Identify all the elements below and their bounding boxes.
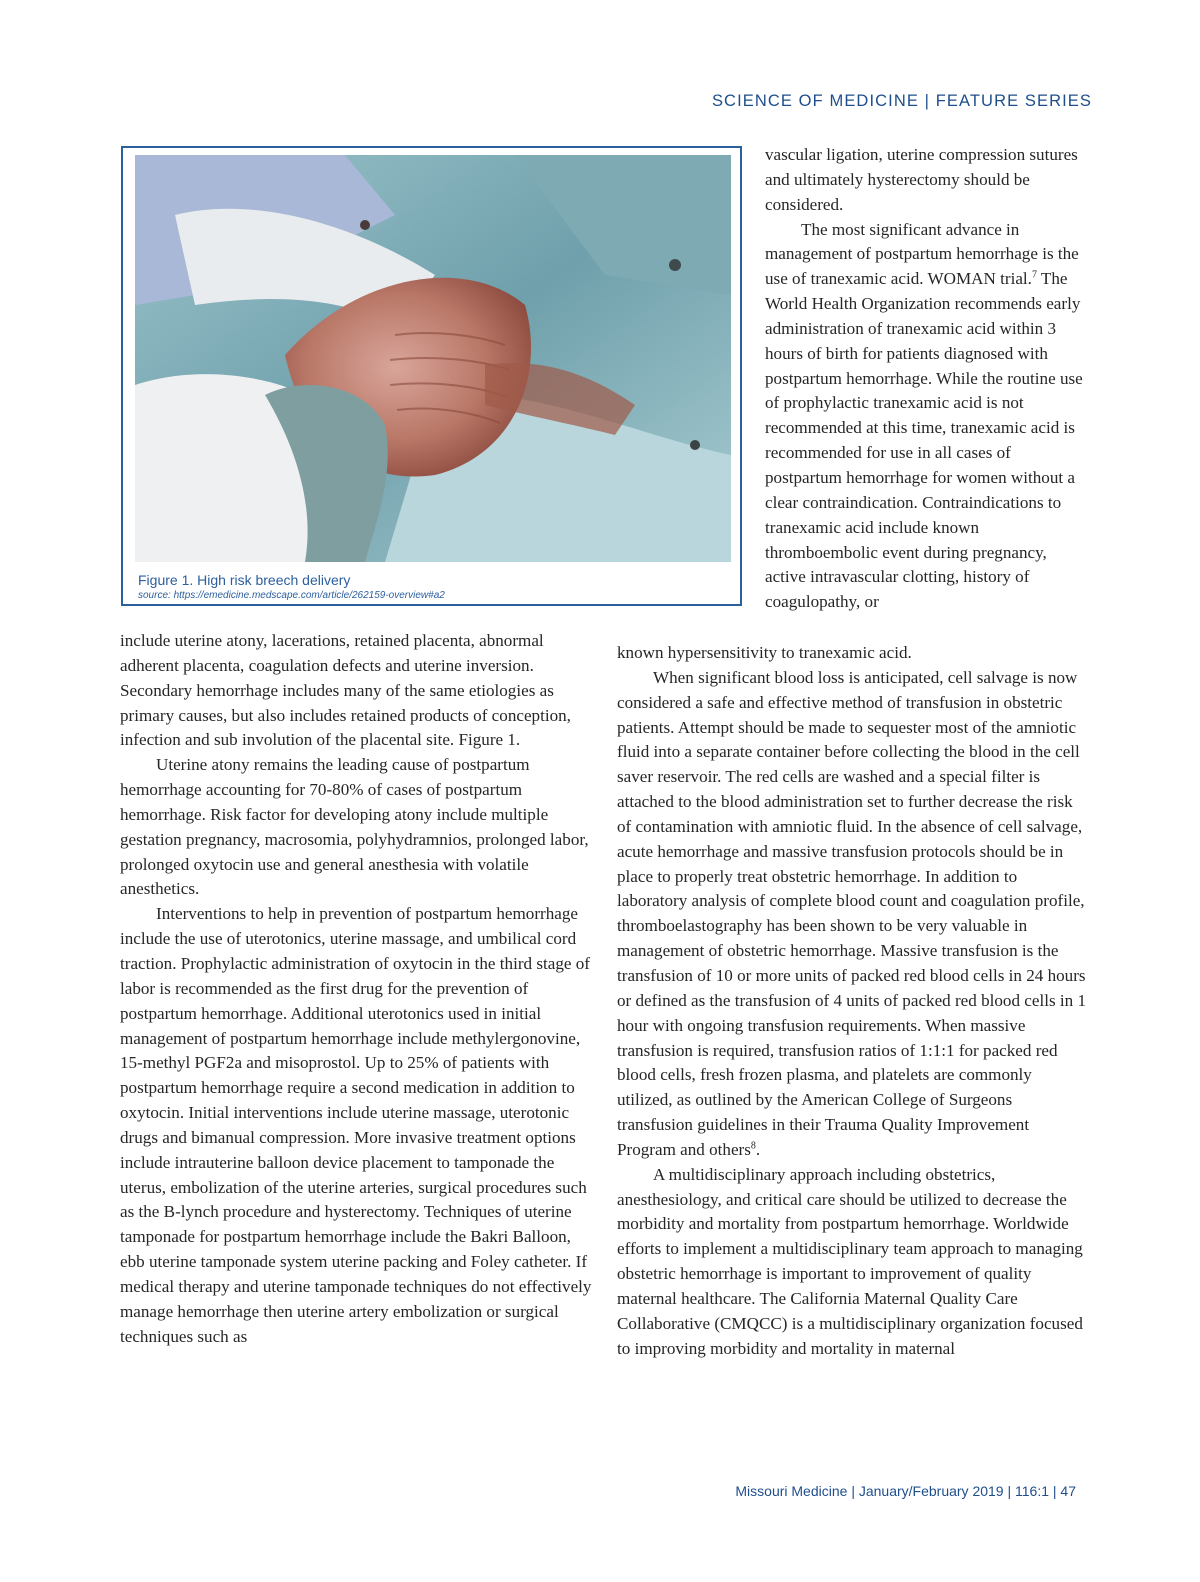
right-column [617,641,1090,1361]
left-paragraph-1: include uterine atony, lacerations, retained placenta, abnormal adherent placenta, coagulation defects and uterine inversion. Secondary hemorrhage includes many of the same etiologies as primary causes, but also includes retained products of conception, infection and sub involution of the placental site. Figure 1. [120,631,571,750]
page-footer: Missouri Medicine | January/February 2019 | 116:1 | 47 [735,1483,1076,1499]
series-header: SCIENCE OF MEDICINE | FEATURE SERIES [711,92,1092,110]
left-paragraph-2: Uterine atony remains the leading cause of postpartum hemorrhage accounting for 70-80% of cases of postpartum hemorrhage. Risk factor for developing atony include multiple gestation pregnancy, macrosomia, polyhydramnios, prolonged labor, prolonged oxytocin use and general anesthesia with volatile anesthetics. [120,755,589,899]
right-paragraph-2 [617,666,1090,1163]
p2-text-a: The most significant advance in management of postpartum hemorrhage is the use of tranexamic acid. WOMAN trial. [765,219,1079,289]
left-paragraph-3: Interventions to help in prevention of postpartum hemorrhage include the use of uterotonics, uterine massage, and umbilical cord traction. Prophylactic administration of oxytocin in the third stage of labor is recommended as the first drug for the prevention of postpartum hemorrhage. Additional uterotonics used in initial management of postpartum hemorrhage include methylergonovine, 15-methyl PGF2a and misoprostol. Up to 25% of patients with postpartum hemorrhage require a second medication in addition to oxytocin. Initial interventions include uterine massage, uterotonic drugs and bimanual compression. More invasive treatment options include intrauterine balloon device placement to tamponade the uterus, embolization of the uterine arteries, surgical procedures such as the B-lynch procedure and hysterectomy. Techniques of uterine tamponade for postpartum hemorrhage include the Bakri Balloon, ebb uterine tamponade system uterine packing and Foley catheter. If medical therapy and uterine tamponade techniques do not effectively manage hemorrhage then uterine artery embolization or surgical techniques such as [120,904,592,1346]
right-top-paragraph-1: vascular ligation, uterine compression sutures and ultimately hysterectomy should be considered. [765,145,1078,214]
figure-caption-title: Figure 1. High risk breech delivery [138,572,351,588]
reference-7: 7 [1031,269,1037,281]
figure-1 [121,146,742,606]
p2-text-b: The World Health Organization recommends early administration of tranexamic acid within 3 hours of birth for patients diagnosed with postpartum hemorrhage. While the routine use of prophylactic tranexamic acid is not recommended at this time, tranexamic acid is recommended for use in all cases of postpartum hemorrhage for women without a clear contraindication. Contraindications to tranexamic acid include known thromboembolic event during pregnancy, active intravascular clotting, history of coagulopathy, or [765,269,1083,612]
right-p2-text-a: When significant blood loss is anticipated, cell salvage is now considered a safe and effective method of transfusion in obstetric patients. Attempt should be made to sequester most of the amniotic fluid into a separate container before collecting the blood in the cell saver reservoir. The red cells are washed and a special filter is attached to the blood administration set to further decrease the risk of contamination with amniotic fluid. In the absence of cell salvage, acute hemorrhage and massive transfusion protocols should be in place to properly treat obstetric hemorrhage. In addition to laboratory analysis of complete blood count and coagulation profile, thromboelastography has been shown to be very valuable in management of obstetric hemorrhage. Massive transfusion is the transfusion of 10 or more units of packed red blood cells in 24 hours or defined as the transfusion of 4 units of packed red blood cells in 1 hour with ongoing transfusion requirements. When massive transfusion is required, transfusion ratios of 1:1:1 for packed red blood cells, fresh frozen plasma, and platelets are commonly utilized, as outlined by the American College of Surgeons transfusion guidelines in their Trauma Quality Improvement Program and others [617,667,1087,1159]
right-paragraph-1: known hypersensitivity to tranexamic acid. [617,643,912,662]
photo-illustration-icon [135,155,731,562]
right-top-column [765,143,1090,615]
right-top-paragraph-2 [765,218,1090,616]
right-paragraph-3: A multidisciplinary approach including obstetrics, anesthesiology, and critical care should be utilized to decrease the morbidity and mortality from postpartum hemorrhage. Worldwide efforts to implement a multidisciplinary team approach to managing obstetric hemorrhage is important to improvement of quality maternal healthcare. The California Maternal Quality Care Collaborative (CMQCC) is a multidisciplinary organization focused to improving morbidity and mortality in maternal [617,1164,1083,1358]
left-column [120,629,592,1349]
reference-8: 8 [750,1140,756,1152]
right-p2-text-b: . [755,1139,761,1159]
figure-caption-source: source: https://emedicine.medscape.com/article/262159-overview#a2 [138,590,445,601]
breech-delivery-photo [135,155,731,562]
